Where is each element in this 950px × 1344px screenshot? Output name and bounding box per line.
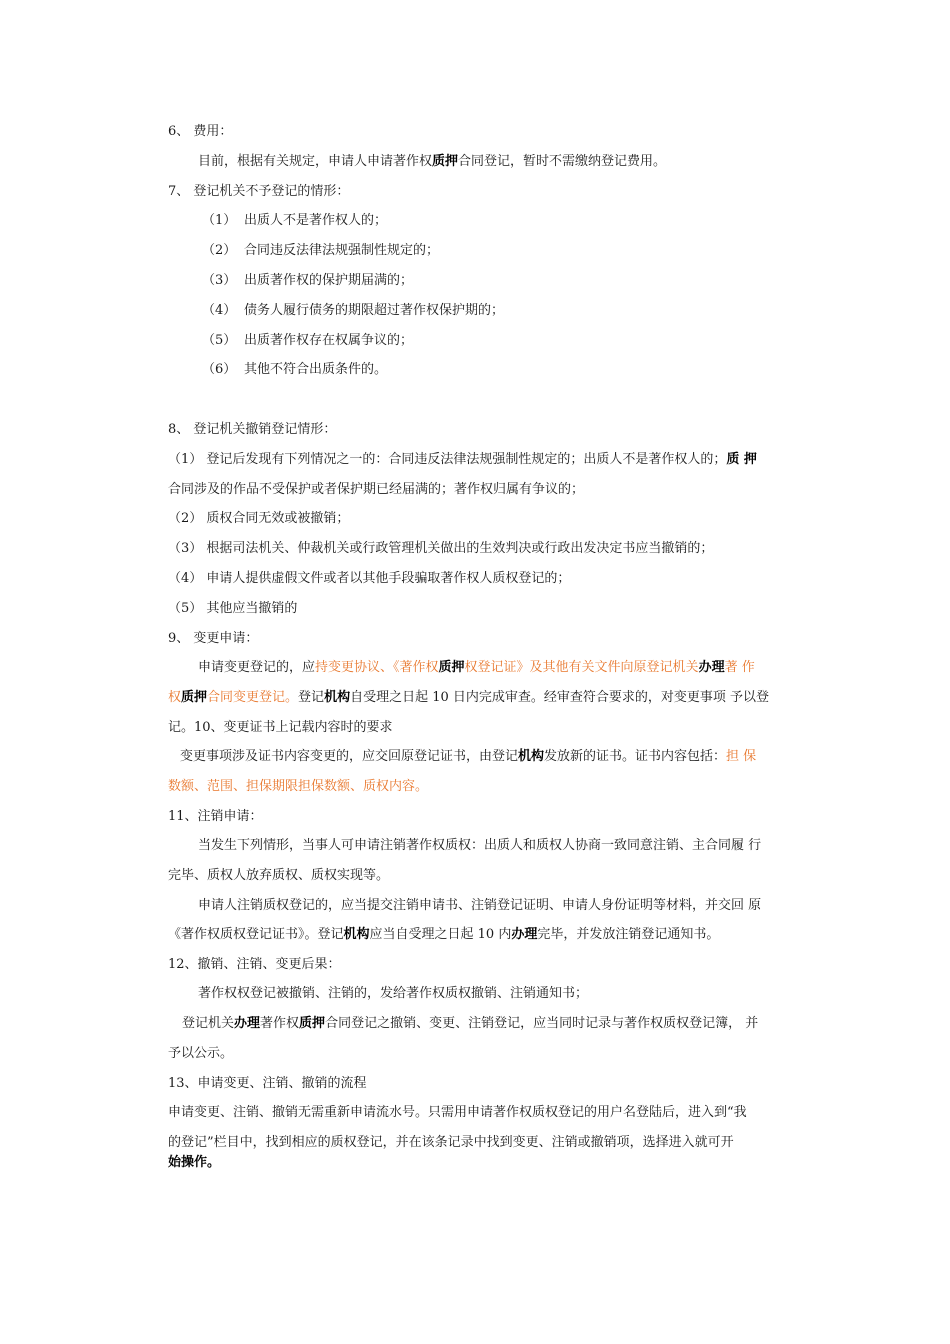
- section-8-item-2: （2） 质权合同无效或被撤销；: [168, 511, 350, 526]
- section-10-line-1: 变更事项涉及证书内容变更的，应交回原登记证书，由登记机构发放新的证书。证书内容包括：担 保: [180, 749, 757, 764]
- section-13-line-2: 的登记”栏目中，找到相应的质权登记，并在该条记录中找到变更、注销或撤销项，选择进入就可开: [168, 1135, 734, 1150]
- section-11-line-4: 《著作权质权登记证书》。登记机构应当自受理之日起 10 内办理完毕，并发放注销登记通知书。: [168, 927, 720, 942]
- section-8-item-1-line-2: 合同涉及的作品不受保护或者保护期已经届满的；著作权归属有争议的；: [168, 482, 585, 497]
- section-9-line-2: 权质押合同变更登记。登记机构自受理之日起 10 日内完成审查。经审查符合要求的，对变更事项 予以登: [168, 690, 770, 705]
- section-9-heading: 9、 变更申请：: [168, 631, 259, 646]
- section-6-paragraph: 目前，根据有关规定，申请人申请著作权质押合同登记，暂时不需缴纳登记费用。: [198, 154, 667, 169]
- section-8-item-3: （3） 根据司法机关、仲裁机关或行政管理机关做出的生效判决或行政出发决定书应当撤销的；: [168, 541, 714, 556]
- section-8-item-4: （4） 申请人提供虚假文件或者以其他手段骗取著作权人质权登记的；: [168, 571, 571, 586]
- section-12-heading: 12、撤销、注销、变更后果：: [168, 957, 341, 972]
- list-item: （6） 其他不符合出质条件的。: [202, 362, 388, 377]
- section-11-heading: 11、注销申请：: [168, 809, 263, 824]
- list-item: （4） 债务人履行债务的期限超过著作权保护期的；: [202, 303, 505, 318]
- section-8-item-1-line-1: （1） 登记后发现有下列情况之一的：合同违反法律法规强制性规定的；出质人不是著作权人的；质 押: [168, 452, 757, 467]
- section-10-line-2: 数额、范围、担保期限担保数额、质权内容。: [168, 779, 429, 794]
- section-8-heading: 8、 登记机关撤销登记情形：: [168, 422, 337, 437]
- section-9-line-3: 记。10、变更证书上记载内容时的要求: [168, 720, 393, 735]
- section-12-line-2: 登记机关办理著作权质押合同登记之撤销、变更、注销登记，应当同时记录与著作权质权登记簿， 并: [182, 1016, 759, 1031]
- section-11-line-2: 完毕、质权人放弃质权、质权实现等。: [168, 868, 390, 883]
- section-8-item-5: （5） 其他应当撤销的: [168, 601, 298, 616]
- list-item: （1） 出质人不是著作权人的；: [202, 213, 388, 228]
- section-13-line-3: 始操作。: [168, 1155, 221, 1170]
- list-item: （2） 合同违反法律法规强制性规定的；: [202, 243, 440, 258]
- list-item: （3） 出质著作权的保护期届满的；: [202, 273, 414, 288]
- section-6-heading: 6、 费用：: [168, 124, 233, 139]
- section-13-heading: 13、申请变更、注销、撤销的流程: [168, 1076, 367, 1091]
- section-9-line-1: 申请变更登记的，应持变更协议、《著作权质押权登记证》及其他有关文件向原登记机关办理著 作: [198, 660, 755, 675]
- list-item: （5） 出质著作权存在权属争议的；: [202, 333, 414, 348]
- section-11-line-1: 当发生下列情形，当事人可申请注销著作权质权：出质人和质权人协商一致同意注销、主合同履 行: [198, 838, 762, 853]
- section-7-heading: 7、 登记机关不予登记的情形：: [168, 184, 350, 199]
- section-12-line-1: 著作权权登记被撤销、注销的，发给著作权质权撤销、注销通知书；: [198, 986, 589, 1001]
- section-13-line-1: 申请变更、注销、撤销无需重新申请流水号。只需用申请著作权质权登记的用户名登陆后，进入到“我: [168, 1105, 747, 1120]
- section-12-line-3: 予以公示。: [168, 1046, 234, 1061]
- section-11-line-3: 申请人注销质权登记的，应当提交注销申请书、注销登记证明、申请人身份证明等材料，并交回 原: [198, 898, 762, 913]
